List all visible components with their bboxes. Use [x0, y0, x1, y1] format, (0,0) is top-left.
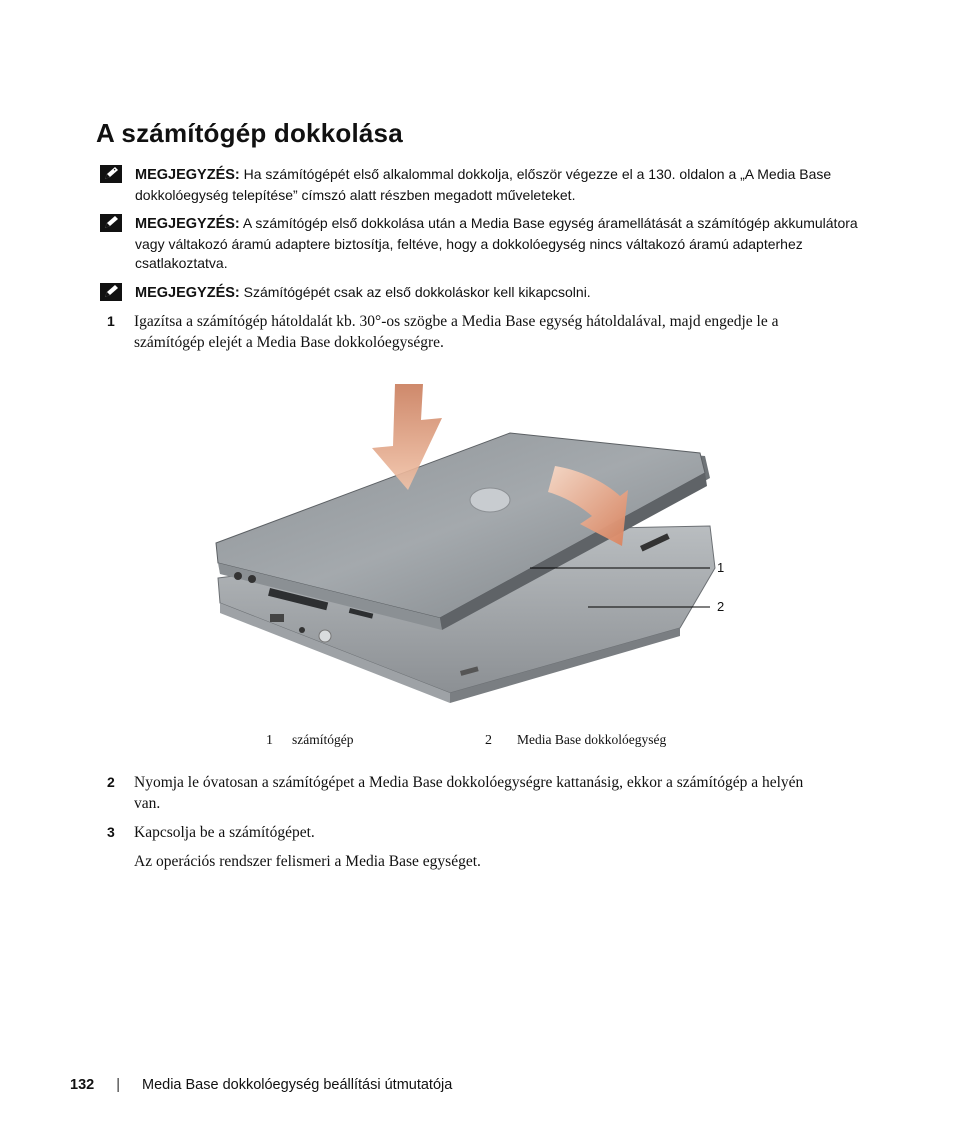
page-number: 132 — [70, 1077, 95, 1093]
note-pencil-icon — [100, 214, 122, 232]
callout-1: 1 — [717, 560, 725, 575]
docking-illustration — [210, 378, 730, 708]
page-title: A számítógép dokkolása — [96, 118, 403, 148]
note-2 — [100, 214, 860, 274]
step-3-followup: Az operációs rendszer felismeri a Media Base egységet. — [134, 853, 481, 870]
legend-item-2 — [485, 732, 666, 749]
step-text: Igazítsa a számítógép hátoldalát kb. 30°-os szögbe a Media Base egység hátoldalával, majd engedje le a számítógép elejét a Media Base dokkolóegységre. — [134, 313, 779, 351]
step-1 — [107, 311, 827, 353]
page-footer — [70, 1077, 452, 1093]
step-2 — [107, 772, 827, 814]
step-text: Nyomja le óvatosan a számítógépet a Media Base dokkolóegységre kattanásig, ekkor a számítógép a helyén van. — [134, 774, 804, 812]
footer-title: Media Base dokkolóegység beállítási útmutatója — [141, 1077, 453, 1093]
note-label: MEGJEGYZÉS: — [135, 167, 240, 183]
callout-2: 2 — [717, 599, 725, 614]
step-number: 1 — [107, 313, 115, 329]
step-number: 3 — [107, 824, 115, 840]
note-3 — [100, 283, 860, 304]
note-label: MEGJEGYZÉS: — [135, 216, 240, 232]
note-text: Ha számítógépét első alkalommal dokkolja, először végezze el a 130. oldalon a „A Media Base dokkolóegység telepítése” címszó alatt részben megadott műveleteket. — [135, 166, 832, 203]
note-text: A számítógép első dokkolása után a Media Base egység áramellátását a számítógép akkumulátora vagy váltakozó áramú adaptere biztosítja, feltéve, hogy a dokkolóegység nincs váltakozó áramú adapterhez csatlakoztatva. — [135, 215, 858, 271]
laptop-docking-image — [210, 378, 730, 708]
legend-label: számítógép — [292, 732, 354, 747]
legend-item-1 — [266, 732, 353, 749]
step-text: Kapcsolja be a számítógépet. — [134, 824, 315, 841]
note-1 — [100, 165, 860, 205]
note-text: Számítógépét csak az első dokkoláskor kell kikapcsolni. — [243, 284, 591, 300]
note-label: MEGJEGYZÉS: — [135, 285, 240, 301]
note-pencil-icon — [100, 165, 122, 183]
legend-number: 1 — [266, 733, 273, 748]
legend-label: Media Base dokkolóegység — [517, 732, 667, 747]
note-pencil-icon — [100, 283, 122, 301]
step-number: 2 — [107, 774, 115, 790]
step-3 — [107, 822, 827, 872]
footer-separator: | — [116, 1077, 120, 1093]
legend-number: 2 — [485, 733, 492, 748]
